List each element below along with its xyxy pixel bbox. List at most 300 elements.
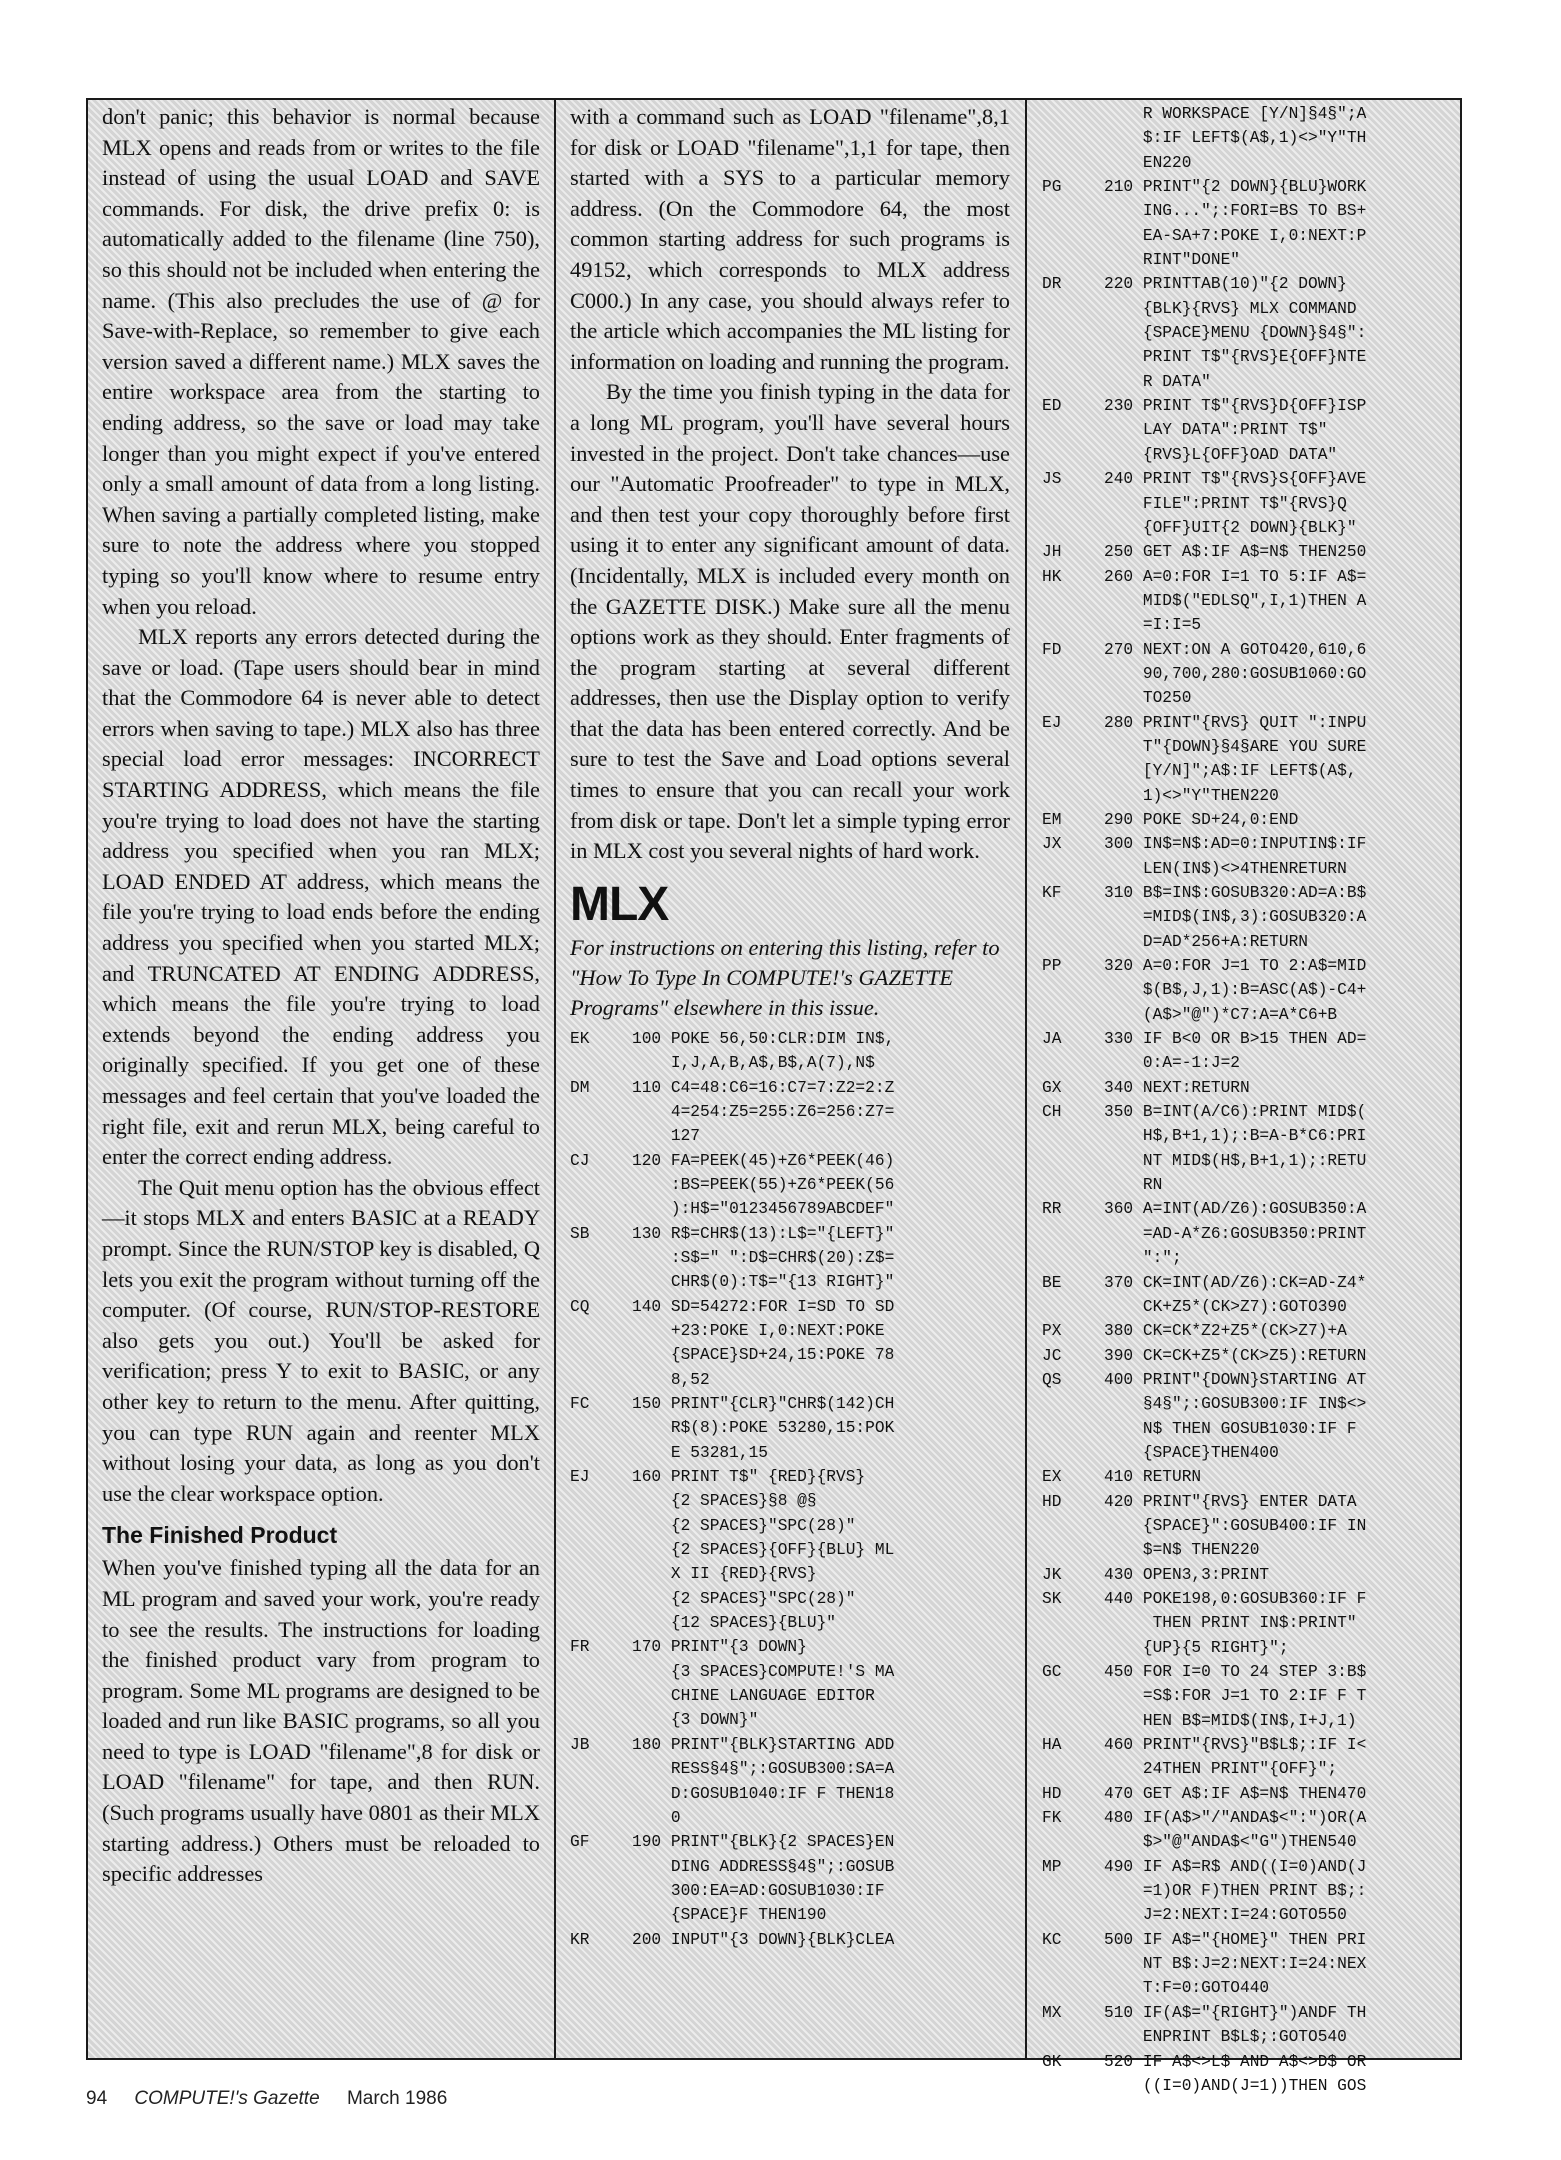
code-text: X II {RED}{RVS} [632,1565,817,1584]
code-text: {12 SPACES}{BLU}" [632,1614,836,1633]
code-text: RN [1104,1176,1163,1195]
listing-line [1042,321,1452,345]
checksum-code: DM [570,1078,590,1097]
code-text: 350 B=INT(A/C6):PRINT MID$( [1104,1103,1367,1122]
listing-line [1042,1903,1452,1927]
listing-line [570,1027,1010,1051]
checksum-code [1042,1003,1104,1027]
listing-line [1042,1295,1452,1319]
code-text: ":"; [1104,1249,1182,1268]
checksum-code [1042,589,1104,613]
code-text: MID$("EDLSQ",I,1)THEN A [1104,591,1367,610]
listing-line [1042,1027,1452,1051]
column-divider [1025,98,1027,2058]
checksum-code [570,1197,632,1221]
listing-line [1042,1100,1452,1124]
listing-line [1042,1441,1452,1465]
listing-line [570,1928,1010,1952]
code-text: {SPACE}":GOSUB400:IF IN [1104,1516,1367,1535]
checksum-code: KC [1042,1930,1062,1949]
program-listing [570,1027,1010,1952]
listing-line [1042,1051,1452,1075]
checksum-code: SB [570,1224,590,1243]
checksum-code: QS [1042,1370,1062,1389]
checksum-code [1042,321,1104,345]
listing-line [1042,784,1452,808]
listing-line [1042,1709,1452,1733]
code-text: CK+Z5*(CK>Z7):GOTO390 [1104,1297,1347,1316]
listing-line [1042,1319,1452,1343]
listing-line [570,1879,1010,1903]
checksum-code [570,1879,632,1903]
listing-line [1042,199,1452,223]
body-paragraph: By the time you finish typing in the data for a long ML program, you'll have several hours invested in the project. Don't take chances—use our "Automatic Proofreader" to type in MLX, and then test your copy thoroughly before first using it to enter any significant amount of data. (Incidentally, MLX is included every month on the GAZETTE DISK.) Make sure all the menu options work as they should. Enter fragments of the program starting at several different addresses, then use the Display option to verify that the data has been entered correctly. And be sure to test the Save and Load options several times to ensure that you can recall your work from disk or tape. Don't let a simple typing error in MLX cost you several nights of hard work. [570,379,1010,864]
checksum-code [1042,1149,1104,1173]
listing-line [1042,151,1452,175]
code-text: :BS=PEEK(55)+Z6*PEEK(56 [632,1175,895,1194]
listing-line [570,1392,1010,1416]
code-text: CHINE LANGUAGE EDITOR [632,1687,875,1706]
checksum-code [1042,1173,1104,1197]
publication-name: COMPUTE!'s Gazette [134,2088,320,2109]
listing-line [570,1635,1010,1659]
listing-line [1042,345,1452,369]
code-text: 210 PRINT"{2 DOWN}{BLU}WORK [1104,178,1367,197]
listing-line [570,1489,1010,1513]
checksum-code [570,1684,632,1708]
listing-line [570,1197,1010,1221]
listing-line [1042,1563,1452,1587]
listing-line [1042,1246,1452,1270]
checksum-code [570,1903,632,1927]
checksum-code [1042,199,1104,223]
listing-line [570,1684,1010,1708]
listing-line [570,1441,1010,1465]
code-text: R$(8):POKE 53280,15:POK [632,1419,895,1438]
checksum-code: FC [570,1395,590,1413]
listing-line [1042,1757,1452,1781]
code-text: {OFF}UIT{2 DOWN}{BLK}" [1104,518,1357,537]
checksum-code [1042,1611,1104,1635]
code-text: +23:POKE I,0:NEXT:POKE [632,1321,885,1340]
code-text: {3 DOWN}" [632,1711,759,1730]
checksum-code: PG [1042,178,1062,197]
listing-line [570,1051,1010,1075]
code-text: D=AD*256+A:RETURN [1104,932,1308,951]
checksum-code [1042,735,1104,759]
checksum-code [1042,1514,1104,1538]
listing-line [1042,1417,1452,1441]
code-text: 320 A=0:FOR J=1 TO 2:A$=MID [1104,957,1367,976]
listing-line [1042,589,1452,613]
checksum-code [1042,516,1104,540]
listing-line [570,1343,1010,1367]
listing-line [1042,467,1452,491]
checksum-code [1042,248,1104,272]
listing-line [1042,905,1452,929]
code-text: 200 INPUT"{3 DOWN}{BLK}CLEA [632,1930,895,1949]
listing-line [1042,2025,1452,2049]
checksum-code [1042,930,1104,954]
listing-line [1042,1611,1452,1635]
checksum-code: CH [1042,1103,1062,1122]
checksum-code [1042,345,1104,369]
code-text: 310 B$=IN$:GOSUB320:AD=A:B$ [1104,884,1367,902]
code-text: CHR$(0):T$="{13 RIGHT}" [632,1273,895,1292]
checksum-code [570,1100,632,1124]
issue-date: March 1986 [346,2088,448,2109]
checksum-code [570,1246,632,1270]
listing-line [1042,1684,1452,1708]
checksum-code [570,1343,632,1367]
checksum-code: PX [1042,1322,1062,1341]
checksum-code [1042,1392,1104,1416]
listing-line [1042,2074,1452,2098]
listing-line [570,1416,1010,1440]
code-text: E 53281,15 [632,1443,768,1462]
checksum-code [1042,418,1104,442]
listing-line [570,1173,1010,1197]
checksum-code [1042,1903,1104,1927]
checksum-code: HD [1042,1492,1062,1511]
listing-intro: For instructions on entering this listing, refer to "How To Type In COMPUTE!'s GAZETTE Programs" elsewhere in this issue. [570,934,1000,1020]
listing-line [1042,126,1452,150]
code-text: 190 PRINT"{BLK}{2 SPACES}EN [632,1833,895,1852]
code-text: $=N$ THEN220 [1104,1541,1260,1560]
checksum-code [1042,370,1104,394]
checksum-code [1042,1222,1104,1246]
code-text: LEN(IN$)<>4THENRETURN [1104,859,1347,878]
checksum-code [570,1441,632,1465]
checksum-code [1042,1830,1104,1854]
listing-line [1042,1928,1452,1952]
checksum-code [1042,1295,1104,1319]
code-text: H$,B+1,1);:B=A-B*C6:PRI [1104,1127,1367,1146]
checksum-code [1042,784,1104,808]
body-paragraph: MLX reports any errors detected during the save or load. (Tape users should bear in mind that the Commodore 64 is never able to detect errors when saving to tape.) MLX also has three special load error messages: INCORRECT STARTING ADDRESS, which means the file you're trying to load does not have the starting address you specified when you ran MLX; LOAD ENDED AT address, which means the file you're trying to load ends before the ending address you specified when you started MLX; and TRUNCATED AT ENDING ADDRESS, which means the file you're trying to load extends beyond the ending address you originally specified. If you get one of these messages and feel certain that you've loaded the right file, exit and rerun MLX, being careful to enter the correct ending address. [102,624,540,1170]
checksum-code [570,1806,632,1830]
checksum-code [1042,297,1104,321]
listing-line [1042,1222,1452,1246]
listing-line [1042,248,1452,272]
listing-line [570,1611,1010,1635]
checksum-code: JB [570,1735,590,1754]
checksum-code: JS [1042,470,1062,489]
listing-line [1042,565,1452,589]
listing-line [1042,954,1452,978]
listing-line [1042,881,1452,905]
code-text: NT B$:J=2:NEXT:I=24:NEX [1104,1955,1367,1974]
listing-line [570,1514,1010,1538]
checksum-code [1042,759,1104,783]
code-text: N$ THEN GOSUB1030:IF F [1104,1419,1357,1438]
code-text: 420 PRINT"{RVS} ENTER DATA [1104,1492,1357,1511]
checksum-code: GC [1042,1663,1062,1681]
checksum-code [570,1173,632,1197]
checksum-code [1042,1976,1104,2000]
code-text: PRINT T$"{RVS}E{OFF}NTE [1104,348,1367,367]
code-text: FILE":PRINT T$"{RVS}Q [1104,494,1347,513]
listing-line [1042,1124,1452,1148]
checksum-code [1042,1124,1104,1148]
checksum-code: HA [1042,1736,1062,1755]
code-text: EN220 [1104,153,1192,172]
listing-line [1042,1952,1452,1976]
checksum-code [570,1270,632,1294]
checksum-code: JH [1042,543,1062,562]
listing-line [1042,1976,1452,2000]
checksum-code [570,1489,632,1513]
code-text: 370 CK=INT(AD/Z6):CK=AD-Z4* [1104,1273,1367,1292]
code-text: 230 PRINT T$"{RVS}D{OFF}ISP [1104,397,1367,416]
code-text: {SPACE}F THEN190 [632,1906,827,1925]
checksum-code [570,1757,632,1781]
listing-line [1042,2001,1452,2025]
code-text: [Y/N]";A$:IF LEFT$(A$, [1104,762,1357,781]
code-text: J=2:NEXT:I=24:GOTO550 [1104,1906,1347,1925]
checksum-code: RR [1042,1200,1062,1219]
code-text: 300 IN$=N$:AD=0:INPUTIN$:IF [1104,835,1367,854]
listing-line [1042,1076,1452,1100]
checksum-code: JK [1042,1565,1062,1584]
listing-line [1042,1636,1452,1660]
checksum-code [570,1611,632,1635]
code-text: 380 CK=CK*Z2+Z5*(CK>Z7)+A [1104,1322,1347,1341]
checksum-code: HK [1042,567,1062,586]
checksum-code [570,1587,632,1611]
listing-line [570,1149,1010,1173]
checksum-code [1042,1441,1104,1465]
code-text: ING...";:FORI=BS TO BS+ [1104,202,1367,221]
code-text: =I:I=5 [1104,616,1202,635]
listing-line [1042,638,1452,662]
body-paragraph: don't panic; this behavior is normal because MLX opens and reads from or writes to the file instead of using the usual LOAD and SAVE commands. For disk, the drive prefix 0: is automatically added to the filename (line 750), so this should not be included when entering the name. (This also precludes the use of @ for Save-with-Replace, so remember to give each version saved a different name.) MLX saves the entire workspace area from the starting to ending address, so the save or load may take longer than you might expect if you've entered only a small amount of data from a long listing. When saving a partially completed listing, make sure to note the address where you stopped typing so you'll know where to resume entry when you reload. [102,104,540,619]
checksum-code: GF [570,1833,590,1852]
code-text: {UP}{5 RIGHT}"; [1104,1638,1289,1657]
checksum-code [1042,492,1104,516]
code-text: ):H$="0123456789ABCDEF" [632,1200,895,1219]
listing-line [1042,394,1452,418]
checksum-code [1042,1538,1104,1562]
checksum-code [1042,1879,1104,1903]
checksum-code: EX [1042,1468,1062,1487]
code-text: {BLK}{RVS} MLX COMMAND [1104,299,1357,318]
listing-line [1042,662,1452,686]
code-text: 110 C4=48:C6=16:C7=7:Z2=2:Z [632,1078,895,1097]
listing-line [1042,516,1452,540]
listing-line [1042,272,1452,296]
code-text: 8,52 [632,1370,710,1389]
listing-line [1042,1879,1452,1903]
checksum-code [570,1708,632,1732]
code-text: THEN PRINT IN$:PRINT" [1104,1614,1357,1633]
code-text: (A$>"@")*C7:A=A*C6+B [1104,1005,1338,1024]
code-text: TO250 [1104,689,1192,708]
code-text: R DATA" [1104,372,1211,391]
checksum-code [1042,102,1104,126]
checksum-code: JA [1042,1030,1062,1049]
checksum-code [1042,1417,1104,1441]
checksum-code [1042,857,1104,881]
listing-line [1042,1003,1452,1027]
checksum-code: GX [1042,1078,1062,1097]
checksum-code: EJ [1042,713,1062,732]
code-text: 140 SD=54272:FOR I=SD TO SD [632,1297,895,1316]
code-text: 460 PRINT"{RVS}"B$L$;:IF I< [1104,1736,1367,1755]
listing-line [1042,1514,1452,1538]
code-text: $:IF LEFT$(A$,1)<>"Y"TH [1104,129,1367,148]
checksum-code [570,1782,632,1806]
checksum-code [1042,905,1104,929]
checksum-code: MX [1042,2003,1062,2022]
checksum-code: JC [1042,1346,1062,1365]
checksum-code: HD [1042,1784,1062,1803]
listing-line [1042,832,1452,856]
checksum-code [1042,686,1104,710]
code-text: I,J,A,B,A$,B$,A(7),N$ [632,1054,875,1073]
listing-line [1042,492,1452,516]
code-text: 1)<>"Y"THEN220 [1104,786,1279,805]
listing-line [570,1295,1010,1319]
code-text: 90,700,280:GOSUB1060:GO [1104,664,1367,683]
checksum-code [570,1660,632,1684]
listing-line [570,1830,1010,1854]
listing-line [1042,1733,1452,1757]
checksum-code [1042,224,1104,248]
code-text: {2 SPACES}"SPC(28)" [632,1516,856,1535]
listing-line [1042,808,1452,832]
code-text: 0:A=-1:J=2 [1104,1054,1240,1073]
code-text: 450 FOR I=0 TO 24 STEP 3:B$ [1104,1663,1367,1681]
code-text: 24THEN PRINT"{OFF}"; [1104,1760,1338,1779]
listing-line [1042,443,1452,467]
checksum-code [570,1514,632,1538]
listing-line [1042,711,1452,735]
listing-line [1042,1806,1452,1830]
listing-line [1042,370,1452,394]
listing-line [570,1465,1010,1489]
listing-line [1042,1830,1452,1854]
listing-line [570,1708,1010,1732]
listing-line [570,1782,1010,1806]
code-text: {2 SPACES}§8 @§ [632,1492,817,1511]
checksum-code [1042,613,1104,637]
listing-line [1042,1368,1452,1392]
listing-line [1042,1173,1452,1197]
listing-line [1042,1538,1452,1562]
listing-line [1042,759,1452,783]
listing-line [1042,2050,1452,2074]
code-text: =1)OR F)THEN PRINT B$;: [1104,1882,1367,1901]
code-text: 500 IF A$="{HOME}" THEN PRI [1104,1930,1367,1949]
code-text: $(B$,J,1):B=ASC(A$)-C4+ [1104,981,1367,1000]
listing-line [1042,297,1452,321]
column-3 [1042,102,1452,2095]
code-text: 180 PRINT"{BLK}STARTING ADD [632,1735,895,1754]
code-text: 250 GET A$:IF A$=N$ THEN250 [1104,543,1367,562]
checksum-code [1042,1757,1104,1781]
code-text: T"{DOWN}§4§ARE YOU SURE [1104,737,1367,756]
checksum-code [570,1416,632,1440]
listing-title: MLX [570,877,669,931]
code-text: {SPACE}MENU {DOWN}§4§": [1104,324,1367,343]
code-text: 150 PRINT"{CLR}"CHR$(142)CH [632,1395,895,1413]
checksum-code: GK [1042,2052,1062,2071]
checksum-code [1042,1051,1104,1075]
code-text: RESS§4§";:GOSUB300:SA=A [632,1760,895,1779]
code-text: {SPACE}SD+24,15:POKE 78 [632,1346,895,1365]
code-text: 440 POKE198,0:GOSUB360:IF F [1104,1589,1367,1608]
column-divider [554,98,556,2058]
checksum-code [570,1538,632,1562]
checksum-code: EJ [570,1468,590,1487]
listing-line [570,1660,1010,1684]
code-text: =AD-A*Z6:GOSUB350:PRINT [1104,1224,1367,1243]
listing-line [1042,686,1452,710]
checksum-code: KR [570,1930,590,1949]
code-text: 100 POKE 56,50:CLR:DIM IN$, [632,1029,895,1048]
listing-line [1042,735,1452,759]
code-text: 430 OPEN3,3:PRINT [1104,1565,1270,1584]
listing-line [570,1076,1010,1100]
code-text: D:GOSUB1040:IF F THEN18 [632,1784,895,1803]
code-text: 160 PRINT T$" {RED}{RVS} [632,1468,866,1487]
code-text: §4§";:GOSUB300:IF IN$<> [1104,1395,1367,1414]
listing-line [570,1270,1010,1294]
code-text: 330 IF B<0 OR B>15 THEN AD= [1104,1030,1367,1049]
checksum-code [570,1124,632,1148]
checksum-code: PP [1042,957,1062,976]
checksum-code: BE [1042,1273,1062,1292]
listing-line [1042,930,1452,954]
checksum-code: DR [1042,275,1062,294]
program-listing [1042,102,1452,2098]
checksum-code [570,1855,632,1879]
code-text: ((I=0)AND(J=1))THEN GOS [1104,2076,1367,2095]
code-text: 280 PRINT"{RVS} QUIT ":INPU [1104,713,1367,732]
listing-line [1042,1855,1452,1879]
code-text: 130 R$=CHR$(13):L$="{LEFT}" [632,1224,895,1243]
listing-line [1042,1660,1452,1684]
code-text: 490 IF A$=R$ AND((I=0)AND(J [1104,1857,1367,1876]
code-text: NT MID$(H$,B+1,1);:RETU [1104,1151,1367,1170]
checksum-code [1042,1246,1104,1270]
code-text: 480 IF(A$>"/"ANDA$<":")OR(A [1104,1809,1367,1828]
checksum-code [1042,443,1104,467]
code-text: {RVS}L{OFF}OAD DATA" [1104,445,1338,464]
code-text: {2 SPACES}"SPC(28)" [632,1589,856,1608]
listing-line [1042,1490,1452,1514]
checksum-code [570,1562,632,1586]
column-2 [570,102,1010,2052]
listing-line [570,1903,1010,1927]
listing-line [570,1368,1010,1392]
code-text: {2 SPACES}{OFF}{BLU} ML [632,1541,895,1560]
listing-line [1042,857,1452,881]
listing-line [570,1124,1010,1148]
listing-line [570,1587,1010,1611]
code-text: =S$:FOR J=1 TO 2:IF F T [1104,1687,1367,1706]
code-text: HEN B$=MID$(IN$,I+J,1) [1104,1711,1357,1730]
checksum-code [1042,1709,1104,1733]
code-text: DING ADDRESS§4§";:GOSUB [632,1857,895,1876]
listing-line [1042,540,1452,564]
checksum-code [1042,2025,1104,2049]
code-text: :S$=" ":D$=CHR$(20):Z$= [632,1248,895,1267]
checksum-code: FD [1042,640,1062,659]
listing-line [1042,1465,1452,1489]
checksum-code [1042,1952,1104,1976]
